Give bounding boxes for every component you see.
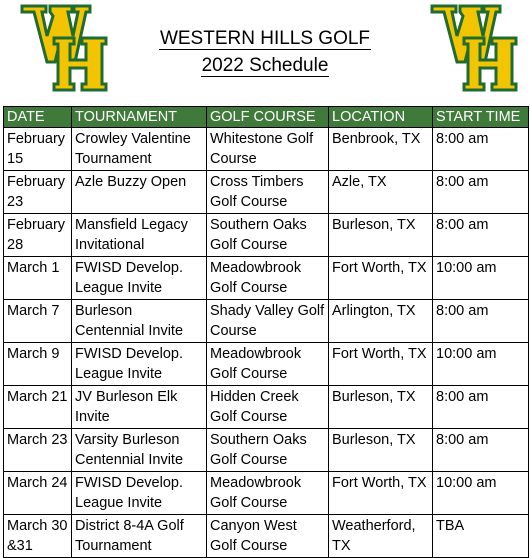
cell-date: March 1 — [4, 257, 72, 300]
cell-date: March 23 — [4, 429, 72, 472]
cell-date: February 23 — [4, 171, 72, 214]
cell-golf-course: Cross Timbers Golf Course — [207, 171, 329, 214]
table-row — [4, 214, 529, 257]
column-header-tournament: TOURNAMENT — [72, 107, 207, 128]
table-row — [4, 171, 529, 214]
cell-date: March 7 — [4, 300, 72, 343]
table-header-row — [4, 107, 529, 128]
cell-tournament: FWISD Develop. League Invite — [72, 257, 207, 300]
cell-location: Fort Worth, TX — [329, 472, 433, 515]
cell-golf-course: Meadowbrook Golf Course — [207, 343, 329, 386]
cell-date: February 28 — [4, 214, 72, 257]
column-header-date: DATE — [4, 107, 72, 128]
cell-date: March 24 — [4, 472, 72, 515]
cell-tournament: Crowley Valentine Tournament — [72, 128, 207, 171]
cell-location: Burleson, TX — [329, 214, 433, 257]
cell-tournament: FWISD Develop. League Invite — [72, 343, 207, 386]
schedule-table — [3, 106, 529, 558]
cell-tournament: Burleson Centennial Invite — [72, 300, 207, 343]
cell-date: March 9 — [4, 343, 72, 386]
cell-start-time: 8:00 am — [433, 429, 529, 472]
cell-start-time: 8:00 am — [433, 386, 529, 429]
cell-start-time: 10:00 am — [433, 472, 529, 515]
cell-location: Fort Worth, TX — [329, 257, 433, 300]
table-row — [4, 472, 529, 515]
cell-golf-course: Whitestone Golf Course — [207, 128, 329, 171]
table-row — [4, 386, 529, 429]
cell-start-time: TBA — [433, 515, 529, 558]
cell-golf-course: Canyon West Golf Course — [207, 515, 329, 558]
cell-date: March 30 &31 — [4, 515, 72, 558]
wh-logo-icon — [430, 2, 522, 94]
cell-tournament: JV Burleson Elk Invite — [72, 386, 207, 429]
cell-tournament: Mansfield Legacy Invitational — [72, 214, 207, 257]
cell-start-time: 8:00 am — [433, 171, 529, 214]
cell-location: Fort Worth, TX — [329, 343, 433, 386]
cell-location: Weatherford, TX — [329, 515, 433, 558]
cell-golf-course: Southern Oaks Golf Course — [207, 214, 329, 257]
page-header — [0, 0, 530, 102]
cell-start-time: 8:00 am — [433, 214, 529, 257]
column-header-location: LOCATION — [329, 107, 433, 128]
cell-location: Arlington, TX — [329, 300, 433, 343]
table-row — [4, 300, 529, 343]
cell-date: February 15 — [4, 128, 72, 171]
title-line-2: 2022 Schedule — [201, 55, 329, 76]
wh-logo-right — [430, 2, 522, 94]
cell-location: Burleson, TX — [329, 429, 433, 472]
cell-tournament: District 8-4A Golf Tournament — [72, 515, 207, 558]
table-row — [4, 429, 529, 472]
cell-date: March 21 — [4, 386, 72, 429]
cell-golf-course: Meadowbrook Golf Course — [207, 472, 329, 515]
table-row — [4, 128, 529, 171]
cell-tournament: FWISD Develop. League Invite — [72, 472, 207, 515]
cell-location: Azle, TX — [329, 171, 433, 214]
table-body — [4, 128, 529, 558]
cell-start-time: 10:00 am — [433, 257, 529, 300]
cell-start-time: 8:00 am — [433, 128, 529, 171]
cell-start-time: 10:00 am — [433, 343, 529, 386]
table-row — [4, 343, 529, 386]
cell-tournament: Varsity Burleson Centennial Invite — [72, 429, 207, 472]
cell-location: Benbrook, TX — [329, 128, 433, 171]
cell-golf-course: Hidden Creek Golf Course — [207, 386, 329, 429]
cell-golf-course: Southern Oaks Golf Course — [207, 429, 329, 472]
column-header-golf-course: GOLF COURSE — [207, 107, 329, 128]
column-header-start-time: START TIME — [433, 107, 529, 128]
cell-tournament: Azle Buzzy Open — [72, 171, 207, 214]
title-line-1: WESTERN HILLS GOLF — [159, 28, 371, 49]
cell-golf-course: Shady Valley Golf Course — [207, 300, 329, 343]
table-row — [4, 515, 529, 558]
cell-location: Burleson, TX — [329, 386, 433, 429]
cell-golf-course: Meadowbrook Golf Course — [207, 257, 329, 300]
cell-start-time: 8:00 am — [433, 300, 529, 343]
table-row — [4, 257, 529, 300]
